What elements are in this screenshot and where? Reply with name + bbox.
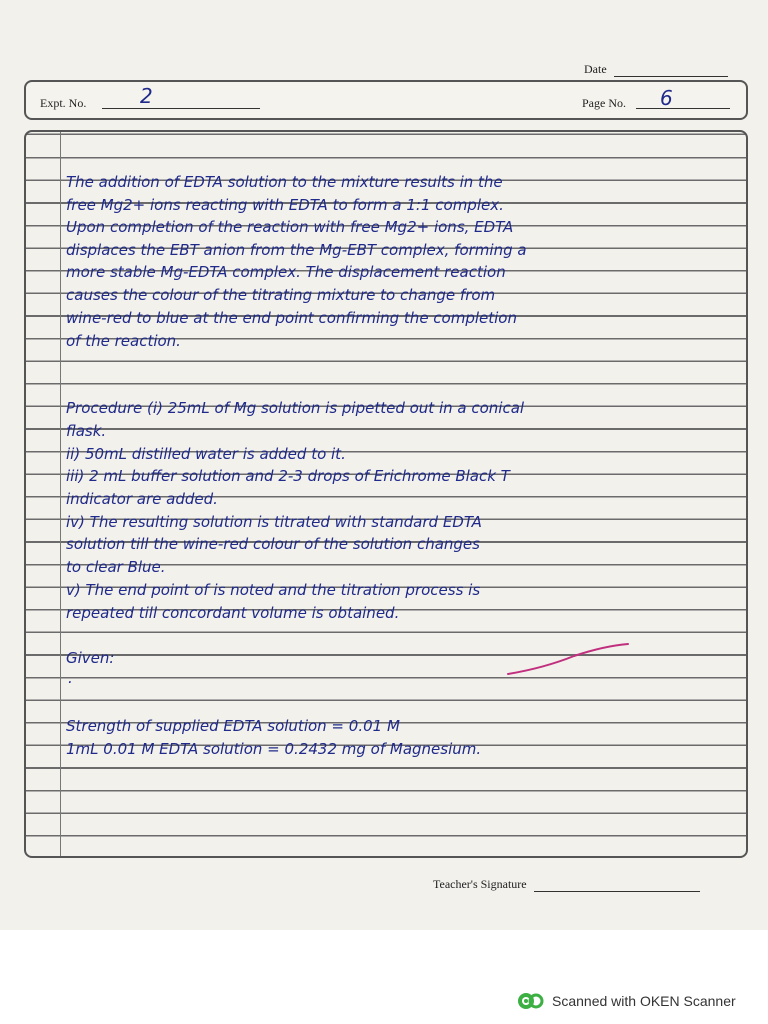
text-line: solution till the wine-red colour of the solution changes bbox=[66, 535, 480, 553]
expt-no-value: 2 bbox=[140, 84, 153, 108]
page-no-rule bbox=[636, 108, 730, 109]
text-line: more stable Mg-EDTA complex. The displacement reaction bbox=[66, 263, 506, 281]
scanner-watermark-text: Scanned with OKEN Scanner bbox=[552, 993, 736, 1009]
text-line: repeated till concordant volume is obtained. bbox=[66, 604, 400, 622]
text-line: wine-red to blue at the end point confirming the completion bbox=[66, 309, 517, 327]
text-line: Given: bbox=[66, 649, 115, 667]
text-line: free Mg2+ ions reacting with EDTA to form a 1:1 complex. bbox=[66, 196, 504, 214]
text-line: iv) The resulting solution is titrated with standard EDTA bbox=[66, 513, 482, 531]
teacher-signature-rule bbox=[534, 881, 700, 892]
text-line: causes the colour of the titrating mixture to change from bbox=[66, 286, 496, 304]
page-header bbox=[24, 80, 748, 120]
margin-line bbox=[60, 132, 61, 856]
text-line: The addition of EDTA solution to the mixture results in the bbox=[66, 173, 503, 191]
text-line: indicator are added. bbox=[66, 490, 218, 508]
text-line: of the reaction. bbox=[66, 332, 181, 350]
text-line: iii) 2 mL buffer solution and 2-3 drops of Erichrome Black T bbox=[66, 467, 510, 485]
text-line: Upon completion of the reaction with free Mg2+ ions, EDTA bbox=[66, 218, 514, 236]
page-no-value: 6 bbox=[660, 86, 673, 110]
text-line: flask. bbox=[66, 422, 107, 440]
teacher-signature-field bbox=[433, 877, 700, 892]
text-line: Strength of supplied EDTA solution = 0.01 M bbox=[66, 717, 400, 735]
scanner-watermark bbox=[516, 990, 736, 1012]
ruled-writing-area bbox=[24, 130, 748, 858]
text-line: ii) 50mL distilled water is added to it. bbox=[66, 445, 346, 463]
expt-no-label: Expt. No. bbox=[40, 96, 87, 110]
date-rule bbox=[614, 66, 728, 77]
teacher-signature-label: Teacher's Signature bbox=[433, 877, 527, 891]
text-line: . bbox=[68, 669, 73, 687]
text-line: to clear Blue. bbox=[66, 558, 166, 576]
page-no-label: Page No. bbox=[582, 96, 626, 110]
date-label: Date bbox=[584, 62, 607, 76]
check-mark-icon bbox=[504, 638, 634, 678]
oken-logo-icon bbox=[516, 990, 544, 1012]
date-field bbox=[584, 62, 728, 77]
text-line: Procedure (i) 25mL of Mg solution is pipetted out in a conical bbox=[66, 399, 525, 417]
text-line: displaces the EBT anion from the Mg-EBT complex, forming a bbox=[66, 241, 527, 259]
text-line: v) The end point of is noted and the titration process is bbox=[66, 581, 481, 599]
text-line: 1mL 0.01 M EDTA solution = 0.2432 mg of Magnesium. bbox=[66, 740, 482, 758]
expt-no-rule bbox=[102, 108, 260, 109]
